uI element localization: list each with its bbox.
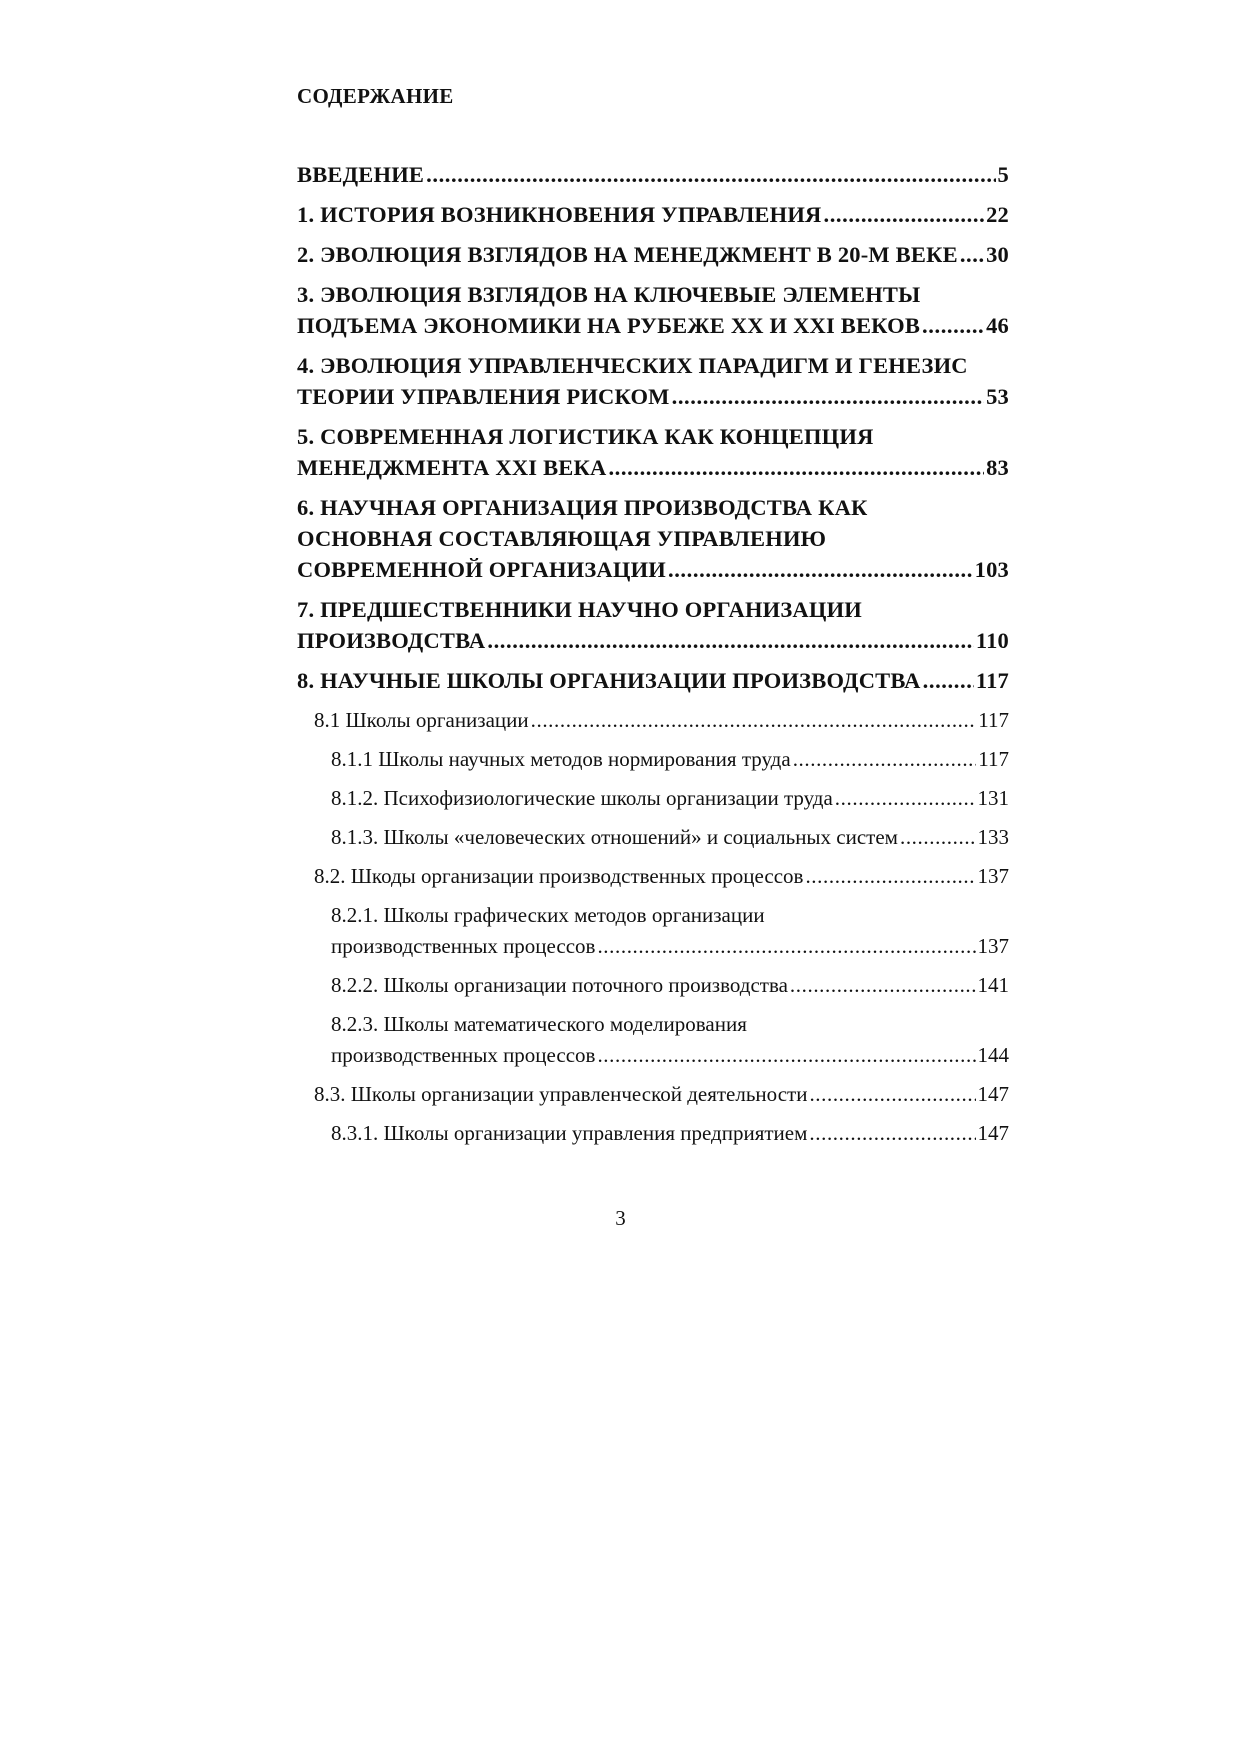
dot-leader [823, 199, 984, 230]
toc-entry-title-line: ОСНОВНАЯ СОСТАВЛЯЮЩАЯ УПРАВЛЕНИЮ [297, 526, 827, 551]
toc-entry-page: 5 [997, 162, 1009, 187]
toc-entry-page: 137 [977, 934, 1009, 958]
toc-entry-line [331, 1040, 1009, 1071]
dot-leader [597, 931, 975, 962]
toc-entry [297, 783, 1009, 814]
toc-entry [297, 665, 1009, 696]
toc-entry-line [314, 705, 1009, 736]
toc-entry-title-line: 7. ПРЕДШЕСТВЕННИКИ НАУЧНО ОРГАНИЗАЦИИ [297, 597, 862, 622]
toc-entry-title: СОВРЕМЕННОЙ ОРГАНИЗАЦИИ [297, 557, 666, 582]
toc-entry-line [331, 1118, 1009, 1149]
toc-entry-line [331, 783, 1009, 814]
toc-entry [297, 744, 1009, 775]
toc-entry-line [331, 931, 1009, 962]
toc-entry-line [297, 625, 1009, 656]
toc-entry-title: ПОДЪЕМА ЭКОНОМИКИ НА РУБЕЖЕ XX И XXI ВЕКОВ [297, 313, 921, 338]
toc-entry [297, 279, 1009, 341]
toc-entry-page: 131 [977, 786, 1009, 810]
toc-entry-title: 8.3.1. Школы организации управления предприятием [331, 1121, 808, 1145]
toc-entry-line [331, 822, 1009, 853]
dot-leader [608, 452, 984, 483]
toc-entry-title: МЕНЕДЖМЕНТА XXI ВЕКА [297, 455, 607, 480]
dot-leader [809, 1079, 975, 1110]
toc-entry-line [331, 970, 1009, 1001]
toc-entry-page: 53 [986, 384, 1009, 409]
toc-entry-line [297, 159, 1009, 190]
toc-entry-page: 141 [977, 973, 1009, 997]
toc-entry-line [297, 199, 1009, 230]
toc-entry-title: ВВЕДЕНИЕ [297, 162, 425, 187]
toc-entry [297, 350, 1009, 412]
dot-leader [426, 159, 995, 190]
toc-entry [297, 1079, 1009, 1110]
toc-entry-page: 110 [975, 628, 1009, 653]
toc-entry-page: 133 [977, 825, 1009, 849]
dot-leader [835, 783, 976, 814]
toc-entry-page: 103 [974, 557, 1009, 582]
toc-entry-line [297, 452, 1009, 483]
toc-entry [297, 239, 1009, 270]
toc-entry-page: 117 [975, 668, 1009, 693]
toc-entry-page: 144 [977, 1043, 1009, 1067]
toc-entry-title: производственных процессов [331, 934, 596, 958]
toc-entry-title: 8.3. Школы организации управленческой деятельности [314, 1082, 808, 1106]
toc-entry-line [314, 1079, 1009, 1110]
toc-entry-title: 8.2. Шкоды организации производственных процессов [314, 864, 804, 888]
toc-entry [297, 900, 1009, 962]
dot-leader [900, 822, 976, 853]
dot-leader [805, 861, 975, 892]
dot-leader [793, 744, 977, 775]
toc-entry [297, 970, 1009, 1001]
toc-entry-title: 8. НАУЧНЫЕ ШКОЛЫ ОРГАНИЗАЦИИ ПРОИЗВОДСТВА [297, 668, 921, 693]
toc-entry-title: 1. ИСТОРИЯ ВОЗНИКНОВЕНИЯ УПРАВЛЕНИЯ [297, 202, 822, 227]
toc-entry [297, 1009, 1009, 1071]
toc-entry-line [314, 861, 1009, 892]
toc-entry-page: 147 [977, 1082, 1009, 1106]
toc-entry [297, 594, 1009, 656]
toc-entry-title-line: 8.2.1. Школы графических методов организации [331, 903, 765, 927]
toc-entry-page: 117 [978, 708, 1009, 732]
toc-entry-title: 8.1.3. Школы «человеческих отношений» и социальных систем [331, 825, 898, 849]
toc-entry-title: 8.1.2. Психофизиологические школы организации труда [331, 786, 833, 810]
toc-entry-page: 46 [986, 313, 1009, 338]
toc-entry-title-line: 6. НАУЧНАЯ ОРГАНИЗАЦИЯ ПРОИЗВОДСТВА КАК [297, 495, 868, 520]
toc-entry-line [297, 310, 1009, 341]
toc-entry [297, 159, 1009, 190]
toc-entry-line [297, 665, 1009, 696]
toc-entry [297, 861, 1009, 892]
toc-entry-line [297, 239, 1009, 270]
toc-entry-title: 8.2.2. Школы организации поточного производства [331, 973, 788, 997]
toc-entry [297, 705, 1009, 736]
dot-leader [531, 705, 977, 736]
toc-entry-page: 30 [986, 242, 1009, 267]
toc-heading: СОДЕРЖАНИЕ [297, 84, 454, 108]
page-number: 3 [615, 1206, 626, 1230]
dot-leader [487, 625, 974, 656]
toc-entry-page: 83 [986, 455, 1009, 480]
dot-leader [922, 310, 984, 341]
toc-entry-title-line: 4. ЭВОЛЮЦИЯ УПРАВЛЕНЧЕСКИХ ПАРАДИГМ И ГЕНЕЗИС [297, 353, 968, 378]
dot-leader [597, 1040, 975, 1071]
table-of-contents [297, 159, 1009, 1157]
toc-entry [297, 421, 1009, 483]
toc-entry-title-line: 8.2.3. Школы математического моделирования [331, 1012, 747, 1036]
dot-leader [790, 970, 976, 1001]
dot-leader [960, 239, 984, 270]
toc-entry-title: производственных процессов [331, 1043, 596, 1067]
toc-entry-title-line: 3. ЭВОЛЮЦИЯ ВЗГЛЯДОВ НА КЛЮЧЕВЫЕ ЭЛЕМЕНТЫ [297, 282, 921, 307]
toc-entry-title: 8.1.1 Школы научных методов нормирования труда [331, 747, 791, 771]
dot-leader [668, 554, 973, 585]
toc-entry-title: 2. ЭВОЛЮЦИЯ ВЗГЛЯДОВ НА МЕНЕДЖМЕНТ В 20-М ВЕКЕ [297, 242, 958, 267]
dot-leader [923, 665, 974, 696]
toc-entry-line [297, 554, 1009, 585]
toc-entry-title: ТЕОРИИ УПРАВЛЕНИЯ РИСКОМ [297, 384, 670, 409]
dot-leader [809, 1118, 975, 1149]
toc-entry-page: 117 [978, 747, 1009, 771]
dot-leader [672, 381, 984, 412]
toc-entry [297, 492, 1009, 585]
toc-entry-title-line: 5. СОВРЕМЕННАЯ ЛОГИСТИКА КАК КОНЦЕПЦИЯ [297, 424, 874, 449]
toc-entry-title: 8.1 Школы организации [314, 708, 529, 732]
toc-entry-page: 147 [977, 1121, 1009, 1145]
toc-entry-page: 137 [977, 864, 1009, 888]
toc-entry [297, 199, 1009, 230]
toc-entry-page: 22 [986, 202, 1009, 227]
toc-entry [297, 822, 1009, 853]
toc-entry [297, 1118, 1009, 1149]
toc-entry-line [297, 381, 1009, 412]
toc-entry-title: ПРОИЗВОДСТВА [297, 628, 486, 653]
toc-entry-line [331, 744, 1009, 775]
